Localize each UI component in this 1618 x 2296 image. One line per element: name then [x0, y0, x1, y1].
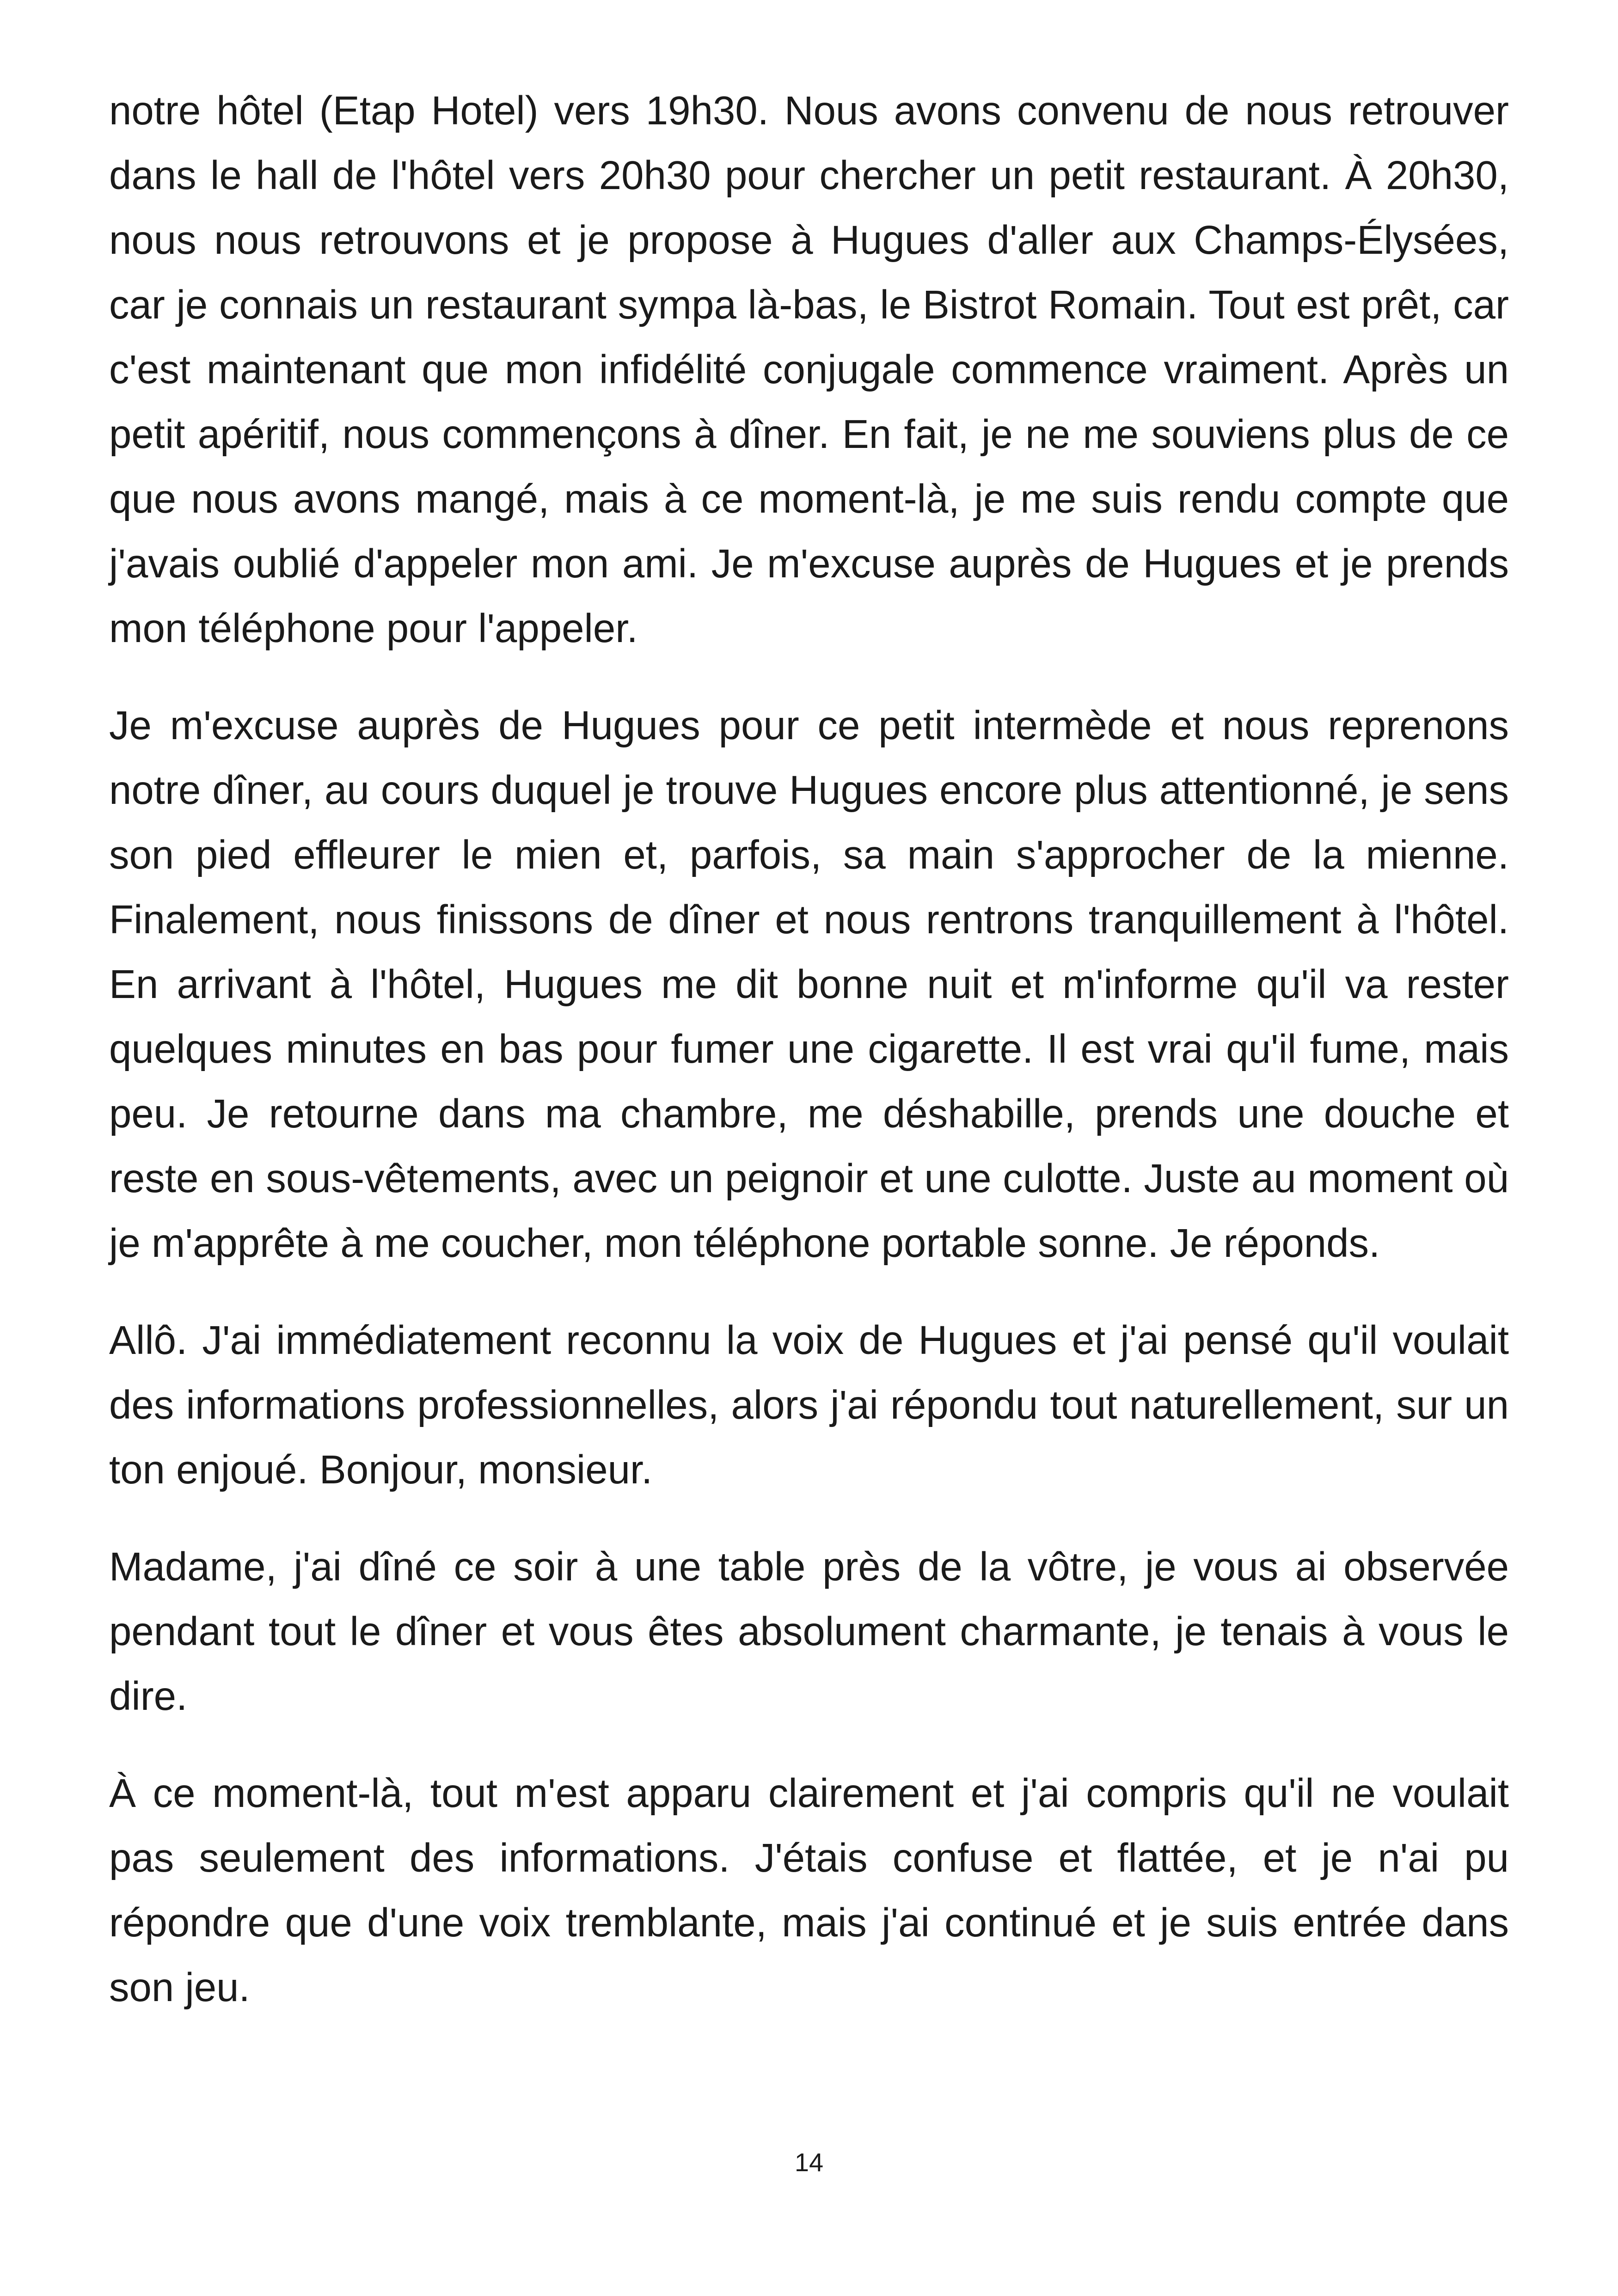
paragraph: À ce moment-là, tout m'est apparu clairement et j'ai compris qu'il ne voulait pas seulement des informations. J'étais confuse et flattée, et je n'ai pu répondre que d'une voix tremblante, mais j'ai continué et je suis entrée dans son jeu. [109, 1771, 1509, 2010]
paragraph: Allô. J'ai immédiatement reconnu la voix de Hugues et j'ai pensé qu'il voulait des informations professionnelles, alors j'ai répondu tout naturellement, sur un ton enjoué. Bonjour, monsieur. [109, 1318, 1509, 1492]
paragraph: Madame, j'ai dîné ce soir à une table près de la vôtre, je vous ai observée pendant tout le dîner et vous êtes absolument charmante, je tenais à vous le dire. [109, 1544, 1509, 1719]
body-text [109, 79, 1509, 2052]
paragraph: Je m'excuse auprès de Hugues pour ce petit intermède et nous reprenons notre dîner, au cours duquel je trouve Hugues encore plus attentionné, je sens son pied effleurer le mien et, parfois, sa main s'approcher de la mienne. Finalement, nous finissons de dîner et nous rentrons tranquillement à l'hôtel. En arrivant à l'hôtel, Hugues me dit bonne nuit et m'informe qu'il va rester quelques minutes en bas pour fumer une cigarette. Il est vrai qu'il fume, mais peu. Je retourne dans ma chambre, me déshabille, prends une douche et reste en sous-vêtements, avec un peignoir et une culotte. Juste au moment où je m'apprête à me coucher, mon téléphone portable sonne. Je réponds. [109, 703, 1509, 1266]
page-number: 14 [794, 2148, 824, 2177]
paragraph: notre hôtel (Etap Hotel) vers 19h30. Nous avons convenu de nous retrouver dans le hall de l'hôtel vers 20h30 pour chercher un petit restaurant. À 20h30, nous nous retrouvons et je propose à Hugues d'aller aux Champs-Élysées, car je connais un restaurant sympa là-bas, le Bistrot Romain. Tout est prêt, car c'est maintenant que mon infidélité conjugale commence vraiment. Après un petit apéritif, nous commençons à dîner. En fait, je ne me souviens plus de ce que nous avons mangé, mais à ce moment-là, je me suis rendu compte que j'avais oublié d'appeler mon ami. Je m'excuse auprès de Hugues et je prends mon téléphone pour l'appeler. [109, 88, 1509, 651]
